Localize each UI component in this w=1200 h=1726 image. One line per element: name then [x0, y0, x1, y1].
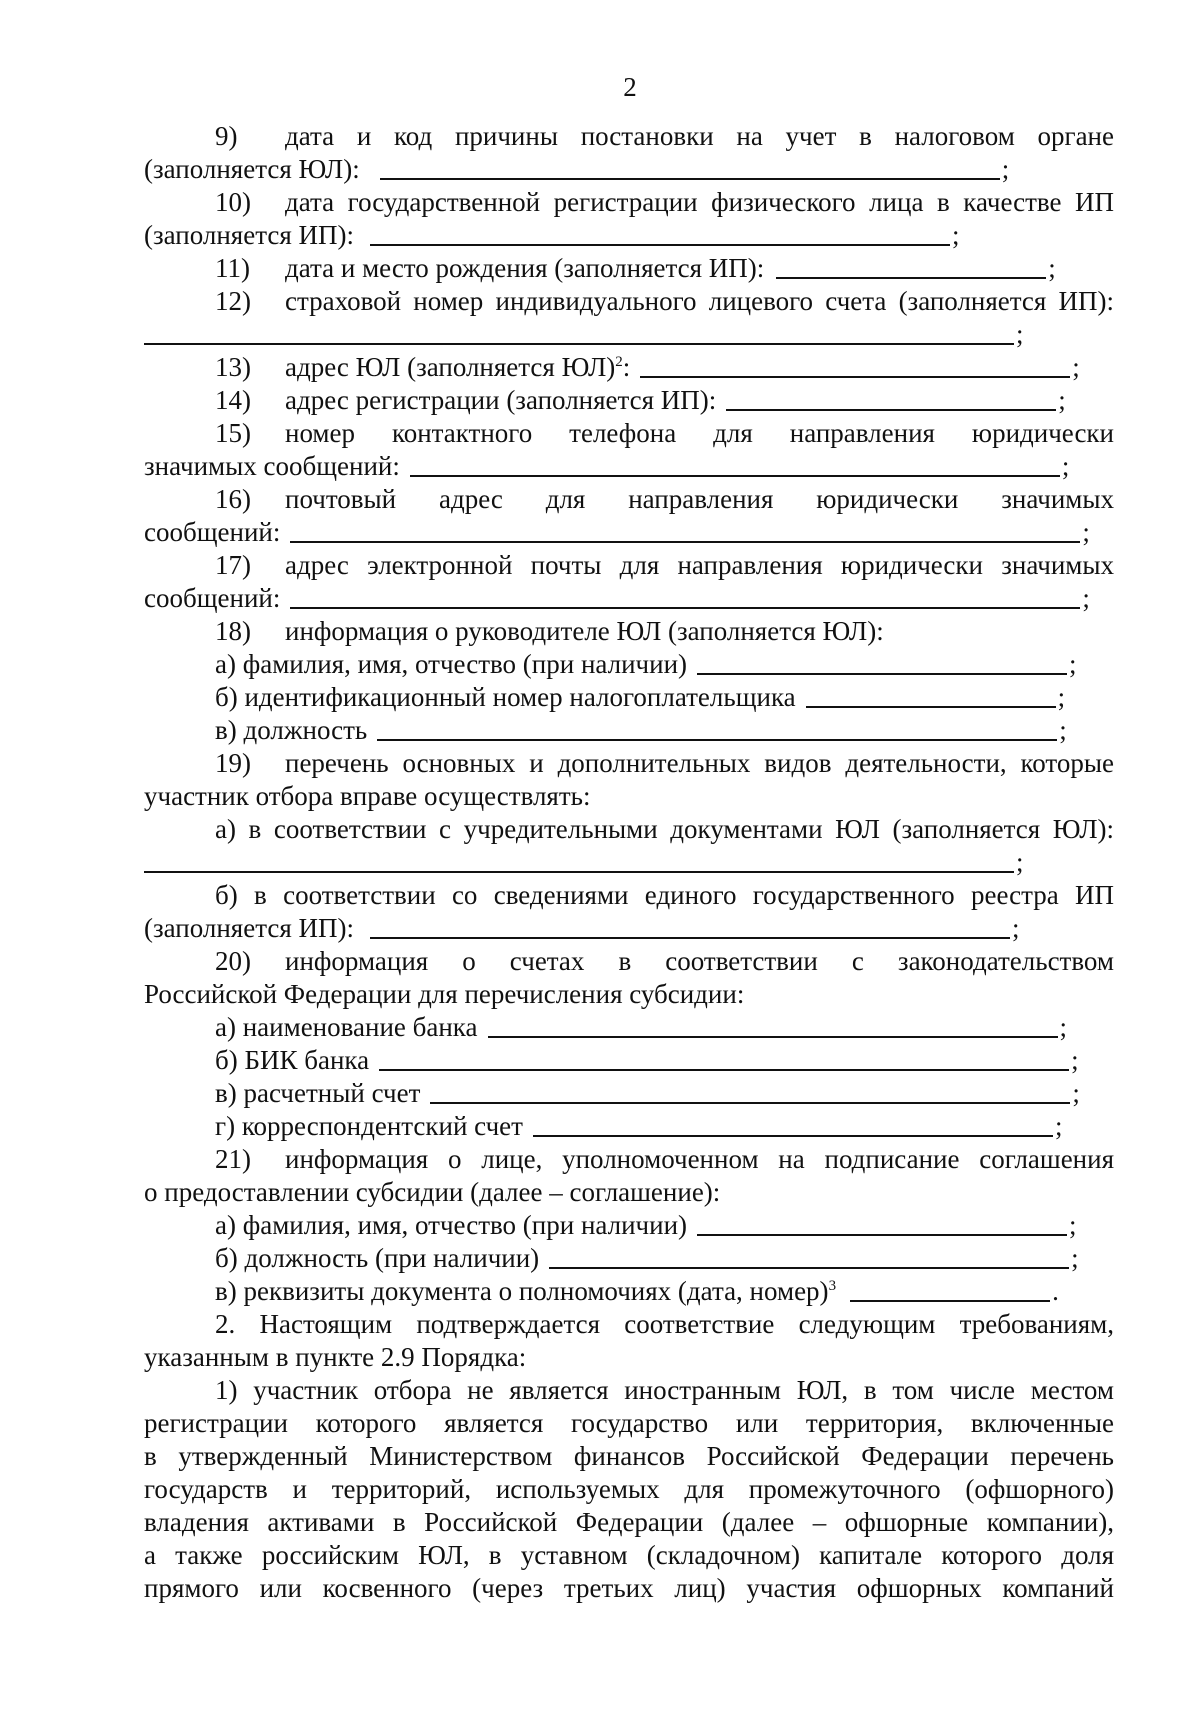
text-fragment: 10)	[215, 187, 251, 217]
item-20c-field[interactable]	[144, 1077, 1114, 1110]
item-21-line1	[144, 1143, 1114, 1176]
item-18a-field[interactable]	[144, 648, 1114, 681]
section2-p1-line: прямого или косвенного (через третьих лиц) участия офшорных компаний	[144, 1573, 1114, 1603]
text-fragment: ;	[1058, 385, 1066, 415]
text-fragment: ;	[1057, 682, 1066, 712]
text-fragment: б) БИК банка	[215, 1045, 370, 1075]
text-fragment: ;	[1059, 715, 1067, 745]
input-line[interactable]	[144, 847, 1014, 873]
text-fragment: 9)	[215, 121, 238, 151]
section2-p1-line: владения активами в Российской Федерации (далее – офшорные компании),	[144, 1507, 1114, 1537]
text-fragment: перечень основных и дополнительных видов деятельности, которые	[285, 748, 1114, 778]
text-fragment: 11)	[215, 253, 250, 283]
item-9-line1	[144, 120, 1114, 153]
text-fragment: 15)	[215, 418, 251, 448]
text-fragment: в) должность	[215, 715, 368, 745]
section2-p1-line: 1) участник отбора не является иностранным ЮЛ, в том числе местом	[215, 1375, 1114, 1405]
text-fragment: .	[1052, 1276, 1059, 1306]
text-fragment: почтовый адрес для направления юридически значимых	[285, 484, 1114, 514]
item-12-field[interactable]	[144, 318, 1114, 351]
item-19a-field[interactable]	[144, 846, 1114, 879]
section2-line1: 2. Настоящим подтверждается соответствие следующим требованиям,	[215, 1309, 1114, 1339]
input-line[interactable]	[806, 682, 1056, 708]
item-17-field[interactable]	[144, 582, 1114, 615]
field-label	[215, 384, 716, 417]
text-fragment: б) должность (при наличии)	[215, 1243, 540, 1273]
text-fragment: г) корреспондентский счет	[215, 1111, 523, 1141]
input-line[interactable]	[726, 385, 1056, 411]
item-20b-field[interactable]	[144, 1044, 1114, 1077]
text-fragment: ;	[1082, 517, 1090, 547]
item-14-field[interactable]	[144, 384, 1114, 417]
text-fragment: :	[622, 352, 631, 382]
item-19-line2: участник отбора вправе осуществлять:	[144, 781, 591, 811]
text-fragment: ;	[951, 220, 960, 250]
item-20d-field[interactable]	[144, 1110, 1114, 1143]
input-line[interactable]	[697, 1210, 1067, 1236]
section2-p1-line: а также российским ЮЛ, в уставном (складочном) капитале которого доля	[144, 1540, 1114, 1570]
input-line[interactable]	[488, 1012, 1058, 1038]
text-fragment: а) фамилия, имя, отчество (при наличии)	[215, 649, 688, 679]
section2-p1-line: регистрации которого является государство или территория, включенные	[144, 1408, 1114, 1438]
section2-p1-line: государств и территорий, используемых для промежуточного (офшорного)	[144, 1474, 1114, 1504]
text-fragment: а) фамилия, имя, отчество (при наличии)	[215, 1210, 688, 1240]
text-fragment: информация о руководителе ЮЛ (заполняется ЮЛ):	[285, 616, 884, 646]
item-17-line1	[144, 549, 1114, 582]
text-fragment: ;	[1072, 352, 1080, 382]
text-fragment: сообщений:	[144, 517, 281, 547]
input-line[interactable]	[850, 1276, 1050, 1302]
text-fragment: дата и код причины постановки на учет в налоговом органе	[285, 121, 1114, 151]
text-fragment: ;	[1048, 253, 1056, 283]
item-20a-field[interactable]	[144, 1011, 1114, 1044]
field-label	[215, 252, 764, 285]
text-fragment: в) расчетный счет	[215, 1078, 421, 1108]
item-20-line1	[144, 945, 1114, 978]
item-21b-field[interactable]	[144, 1242, 1114, 1275]
item-19b-text: б) в соответствии со сведениями единого государственного реестра ИП	[215, 880, 1114, 910]
text-fragment: ;	[1069, 1210, 1077, 1240]
text-fragment: 2	[615, 354, 623, 370]
text-fragment: 18)	[215, 616, 251, 646]
text-fragment: (заполняется ИП):	[144, 913, 354, 943]
item-19-line1	[144, 747, 1114, 780]
item-20-line2: Российской Федерации для перечисления субсидии:	[144, 979, 745, 1009]
text-fragment: ;	[1054, 1111, 1063, 1141]
input-line[interactable]	[290, 517, 1080, 543]
input-line[interactable]	[370, 913, 1010, 939]
item-15-line1	[144, 417, 1114, 450]
text-fragment: страховой номер индивидуального лицевого счета (заполняется ИП):	[285, 286, 1114, 316]
field-label	[215, 351, 630, 384]
text-fragment: ;	[1016, 319, 1024, 349]
text-fragment: 20)	[215, 946, 251, 976]
page-number: 2	[623, 72, 637, 102]
item-19b-field[interactable]	[144, 912, 1114, 945]
item-15-field[interactable]	[144, 450, 1114, 483]
text-fragment: 13)	[215, 352, 251, 382]
item-11-field[interactable]	[144, 252, 1114, 285]
input-line[interactable]	[379, 1045, 1069, 1071]
form-content	[144, 120, 1114, 1605]
text-fragment: б) идентификационный номер налогоплательщика	[215, 682, 796, 712]
text-fragment: значимых сообщений:	[144, 451, 400, 481]
text-fragment: адрес электронной почты для направления юридически значимых	[285, 550, 1114, 580]
item-12-line1	[144, 285, 1114, 318]
item-21a-field[interactable]	[144, 1209, 1114, 1242]
text-fragment: в) реквизиты документа о полномочиях (дата, номер)	[215, 1276, 829, 1306]
item-19a-text: а) в соответствии с учредительными документами ЮЛ (заполняется ЮЛ):	[215, 814, 1114, 844]
field-label	[215, 1275, 836, 1308]
text-fragment: 16)	[215, 484, 251, 514]
text-fragment: ;	[1072, 1078, 1080, 1108]
input-line[interactable]	[144, 319, 1014, 345]
text-fragment: ;	[1059, 1012, 1068, 1042]
text-fragment: ;	[1016, 847, 1024, 877]
text-fragment: ;	[1071, 1243, 1079, 1273]
item-10-line1	[144, 186, 1114, 219]
text-fragment: дата государственной регистрации физического лица в качестве ИП	[285, 187, 1114, 217]
input-line[interactable]	[430, 1078, 1070, 1104]
input-line[interactable]	[410, 451, 1060, 477]
input-line[interactable]	[776, 253, 1046, 279]
text-fragment: (заполняется ЮЛ):	[144, 154, 360, 184]
item-18-heading	[144, 615, 1114, 648]
text-fragment: адрес ЮЛ (заполняется ЮЛ)	[285, 352, 616, 382]
text-fragment: ;	[1069, 649, 1077, 679]
item-16-field[interactable]	[144, 516, 1114, 549]
section2-line2: указанным в пункте 2.9 Порядка:	[144, 1342, 527, 1372]
text-fragment: информация о лице, уполномоченном на подписание соглашения	[285, 1144, 1114, 1174]
item-18c-field[interactable]	[144, 714, 1114, 747]
text-fragment: ;	[1082, 583, 1090, 613]
item-21c-field[interactable]	[144, 1275, 1114, 1308]
text-fragment: 14)	[215, 385, 251, 415]
item-9-field[interactable]	[144, 153, 1114, 186]
text-fragment: ;	[1011, 913, 1020, 943]
item-18b-field[interactable]	[144, 681, 1114, 714]
item-10-field[interactable]	[144, 219, 1114, 252]
text-fragment: 19)	[215, 748, 251, 778]
text-fragment: ;	[1001, 154, 1010, 184]
text-fragment: номер контактного телефона для направления юридически	[285, 418, 1114, 448]
input-line[interactable]	[377, 715, 1057, 741]
input-line[interactable]	[380, 154, 1000, 180]
section2-p1-line: в утвержденный Министерством финансов Российской Федерации перечень	[144, 1441, 1114, 1471]
input-line[interactable]	[640, 352, 1070, 378]
text-fragment: 17)	[215, 550, 251, 580]
text-fragment: 12)	[215, 286, 251, 316]
input-line[interactable]	[290, 583, 1080, 609]
item-13-field[interactable]	[144, 351, 1114, 384]
text-fragment: 21)	[215, 1144, 251, 1174]
text-fragment: информация о счетах в соответствии с законодательством	[285, 946, 1114, 976]
text-fragment: ;	[1061, 451, 1070, 481]
text-fragment: дата и место рождения (заполняется ИП):	[285, 253, 765, 283]
input-line[interactable]	[549, 1243, 1069, 1269]
text-fragment: 3	[828, 1278, 837, 1294]
text-fragment: а) наименование банка	[215, 1012, 478, 1042]
text-fragment: адрес регистрации (заполняется ИП):	[285, 385, 717, 415]
text-fragment: (заполняется ИП):	[144, 220, 354, 250]
input-line[interactable]	[533, 1111, 1053, 1137]
text-fragment: ;	[1071, 1045, 1079, 1075]
item-16-line1	[144, 483, 1114, 516]
input-line[interactable]	[370, 220, 950, 246]
item-21-line2: о предоставлении субсидии (далее – соглашение):	[144, 1177, 721, 1207]
input-line[interactable]	[697, 649, 1067, 675]
text-fragment: сообщений:	[144, 583, 281, 613]
